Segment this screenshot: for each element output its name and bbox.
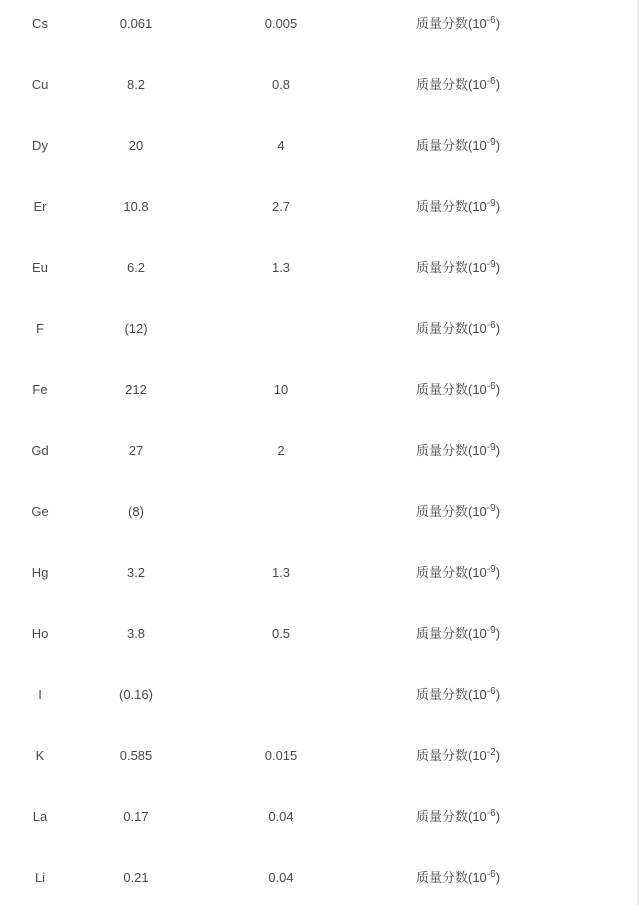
uncertainty-value: 4 (277, 138, 285, 153)
unit-suffix: ) (495, 565, 501, 580)
unit-exponent: -6 (486, 686, 496, 697)
unit-suffix: ) (495, 321, 501, 336)
table-row (0, 427, 639, 488)
unit-label (416, 383, 500, 399)
unit-prefix: 质量分数(10 (416, 443, 487, 458)
unit-label (416, 627, 500, 643)
unit-label (416, 871, 500, 887)
unit-suffix: ) (495, 748, 501, 763)
table-row (0, 610, 639, 671)
unit-label (416, 200, 500, 216)
unit-prefix: 质量分数(10 (416, 809, 487, 824)
unit-prefix: 质量分数(10 (416, 321, 487, 336)
unit-exponent: -6 (486, 15, 496, 26)
element-symbol: Eu (32, 260, 48, 275)
uncertainty-value: 0.5 (271, 626, 291, 641)
element-symbol: Cs (32, 16, 48, 31)
element-symbol: F (36, 321, 44, 336)
content-value: 212 (125, 382, 147, 397)
unit-label (416, 139, 500, 155)
table-row (0, 61, 639, 122)
unit-prefix: 质量分数(10 (416, 626, 487, 641)
unit-prefix: 质量分数(10 (416, 504, 487, 519)
content-value: 0.21 (123, 870, 149, 885)
uncertainty-value: 0.015 (264, 748, 298, 763)
unit-suffix: ) (495, 77, 501, 92)
uncertainty-value: 1.3 (271, 260, 291, 275)
uncertainty-value: 0.04 (268, 809, 294, 824)
unit-exponent: -9 (486, 625, 496, 636)
element-symbol: I (38, 687, 42, 702)
element-symbol: Ho (31, 626, 49, 641)
element-symbol: Li (34, 870, 46, 885)
unit-suffix: ) (495, 16, 501, 31)
unit-suffix: ) (495, 443, 501, 458)
unit-exponent: -6 (486, 381, 496, 392)
unit-suffix: ) (495, 687, 501, 702)
table-row (0, 244, 639, 305)
unit-exponent: -9 (486, 259, 496, 270)
content-value: (8) (128, 504, 144, 519)
content-value: 8.2 (126, 77, 146, 92)
unit-suffix: ) (495, 260, 501, 275)
element-symbol: Ge (31, 504, 49, 519)
element-symbol: Fe (32, 382, 48, 397)
unit-exponent: -9 (486, 198, 496, 209)
unit-suffix: ) (495, 626, 501, 641)
table-row (0, 732, 639, 793)
unit-exponent: -9 (486, 137, 496, 148)
unit-prefix: 质量分数(10 (416, 16, 487, 31)
unit-suffix: ) (495, 809, 501, 824)
table-row (0, 488, 639, 549)
content-value: 0.585 (119, 748, 153, 763)
unit-label (416, 17, 500, 33)
element-symbol: Gd (31, 443, 49, 458)
table-row (0, 366, 639, 427)
uncertainty-value: 0.04 (268, 870, 294, 885)
table-row (0, 854, 639, 915)
unit-label (416, 78, 500, 94)
table-row (0, 122, 639, 183)
unit-prefix: 质量分数(10 (416, 687, 487, 702)
unit-exponent: -9 (486, 564, 496, 575)
element-symbol: Dy (32, 138, 48, 153)
unit-exponent: -6 (486, 869, 496, 880)
unit-suffix: ) (495, 382, 501, 397)
unit-prefix: 质量分数(10 (416, 260, 487, 275)
unit-label (416, 444, 500, 460)
unit-prefix: 质量分数(10 (416, 382, 487, 397)
unit-prefix: 质量分数(10 (416, 138, 487, 153)
content-value: 20 (128, 138, 144, 153)
unit-suffix: ) (495, 504, 501, 519)
content-value: 3.2 (126, 565, 146, 580)
content-value: 27 (128, 443, 144, 458)
content-value: 3.8 (126, 626, 146, 641)
element-symbol: La (32, 809, 48, 824)
content-value: 0.17 (123, 809, 149, 824)
table-row (0, 793, 639, 854)
table-row (0, 183, 639, 244)
uncertainty-value: 0.005 (264, 16, 298, 31)
unit-suffix: ) (495, 870, 501, 885)
table-row (0, 549, 639, 610)
content-value: (12) (124, 321, 148, 336)
unit-exponent: -6 (486, 76, 496, 87)
uncertainty-value: 10 (273, 382, 289, 397)
unit-prefix: 质量分数(10 (416, 870, 487, 885)
unit-exponent: -6 (486, 808, 496, 819)
uncertainty-value: 2.7 (271, 199, 291, 214)
content-value: (0.16) (119, 687, 153, 702)
content-value: 6.2 (126, 260, 146, 275)
unit-exponent: -9 (486, 442, 496, 453)
unit-label (416, 505, 500, 521)
unit-label (416, 261, 500, 277)
element-symbol: Er (33, 199, 47, 214)
element-symbol: K (35, 748, 45, 763)
unit-label (416, 810, 500, 826)
unit-exponent: -2 (486, 747, 496, 758)
uncertainty-value: 2 (277, 443, 285, 458)
unit-prefix: 质量分数(10 (416, 77, 487, 92)
element-symbol: Hg (31, 565, 49, 580)
unit-exponent: -6 (486, 320, 496, 331)
content-value: 10.8 (123, 199, 149, 214)
uncertainty-value: 0.8 (271, 77, 291, 92)
unit-label (416, 322, 500, 338)
uncertainty-value: 1.3 (271, 565, 291, 580)
content-value: 0.061 (119, 16, 153, 31)
element-symbol: Cu (31, 77, 49, 92)
unit-label (416, 688, 500, 704)
unit-label (416, 566, 500, 582)
unit-exponent: -9 (486, 503, 496, 514)
unit-suffix: ) (495, 138, 501, 153)
unit-prefix: 质量分数(10 (416, 199, 487, 214)
table-row (0, 671, 639, 732)
unit-label (416, 749, 500, 765)
unit-prefix: 质量分数(10 (416, 748, 487, 763)
table-row (0, 305, 639, 366)
unit-prefix: 质量分数(10 (416, 565, 487, 580)
unit-suffix: ) (495, 199, 501, 214)
table-row (0, 0, 639, 61)
